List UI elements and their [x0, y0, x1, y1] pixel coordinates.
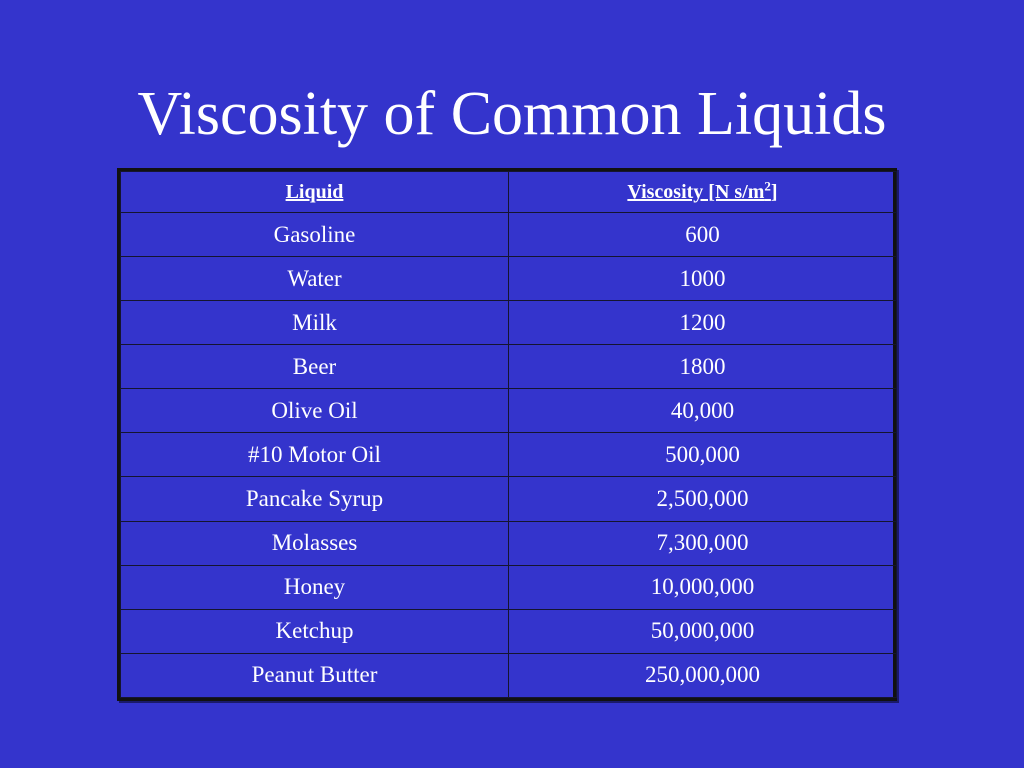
table-row — [121, 213, 897, 257]
cell-viscosity: 600 — [509, 213, 897, 257]
header-liquid: Liquid — [121, 172, 509, 213]
cell-viscosity: 1000 — [509, 257, 897, 301]
cell-liquid: Peanut Butter — [121, 653, 509, 697]
table-row — [121, 389, 897, 433]
table-row — [121, 257, 897, 301]
table-row — [121, 433, 897, 477]
cell-liquid: Ketchup — [121, 609, 509, 653]
cell-liquid: Honey — [121, 565, 509, 609]
cell-viscosity: 1200 — [509, 301, 897, 345]
header-viscosity-prefix: Viscosity [N s/m — [627, 180, 765, 203]
table-row — [121, 345, 897, 389]
cell-liquid: Beer — [121, 345, 509, 389]
header-viscosity — [509, 172, 897, 213]
table-row — [121, 565, 897, 609]
cell-liquid: Water — [121, 257, 509, 301]
cell-viscosity: 40,000 — [509, 389, 897, 433]
cell-viscosity: 10,000,000 — [509, 565, 897, 609]
table-row — [121, 477, 897, 521]
cell-viscosity: 7,300,000 — [509, 521, 897, 565]
table-row — [121, 609, 897, 653]
cell-liquid: Olive Oil — [121, 389, 509, 433]
cell-viscosity: 250,000,000 — [509, 653, 897, 697]
header-viscosity-superscript: 2 — [764, 177, 771, 193]
cell-liquid: Molasses — [121, 521, 509, 565]
slide-title: Viscosity of Common Liquids — [137, 80, 887, 148]
cell-liquid: Gasoline — [121, 213, 509, 257]
cell-viscosity: 1800 — [509, 345, 897, 389]
viscosity-table — [120, 171, 897, 698]
cell-viscosity: 2,500,000 — [509, 477, 897, 521]
viscosity-table-container — [117, 168, 897, 701]
table-header-row — [121, 172, 897, 213]
cell-liquid: Pancake Syrup — [121, 477, 509, 521]
table-row — [121, 653, 897, 697]
cell-viscosity: 500,000 — [509, 433, 897, 477]
cell-liquid: #10 Motor Oil — [121, 433, 509, 477]
table-row — [121, 301, 897, 345]
cell-liquid: Milk — [121, 301, 509, 345]
cell-viscosity: 50,000,000 — [509, 609, 897, 653]
table-row — [121, 521, 897, 565]
header-viscosity-suffix: ] — [770, 180, 778, 203]
